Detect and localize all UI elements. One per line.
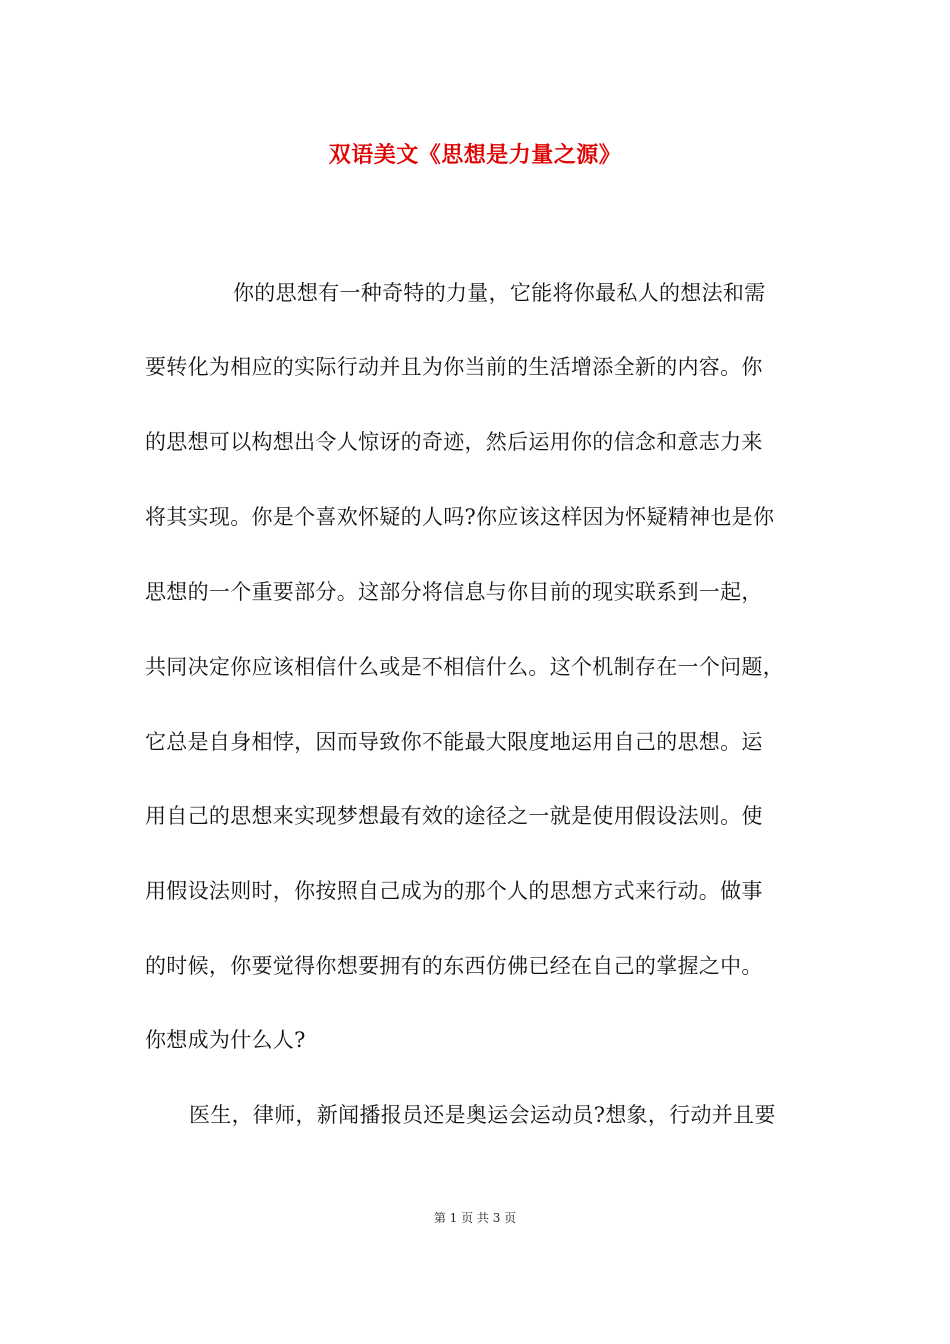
page-number: 第 1 页 共 3 页 — [433, 1211, 517, 1225]
document-title: 双语美文《思想是力量之源》 — [328, 142, 622, 168]
text-line: 你的思想有一种奇特的力量，它能将你最私人的想法和需 — [233, 281, 766, 305]
text-line: 用假设法则时，你按照自己成为的那个人的思想方式来行动。做事 — [145, 879, 763, 903]
text-line: 用自己的思想来实现梦想最有效的途径之一就是使用假设法则。使 — [145, 804, 763, 828]
text-line: 你想成为什么人? — [145, 1028, 306, 1052]
text-line: 医生，律师，新闻播报员还是奥运会运动员?想象，行动并且要 — [189, 1103, 776, 1127]
text-line: 的思想可以构想出令人惊讶的奇迹，然后运用你的信念和意志力来 — [145, 430, 763, 454]
text-line: 将其实现。你是个喜欢怀疑的人吗?你应该这样因为怀疑精神也是你 — [145, 505, 775, 529]
text-line: 的时候，你要觉得你想要拥有的东西仿佛已经在自己的掌握之中。 — [145, 954, 763, 978]
text-line: 要转化为相应的实际行动并且为你当前的生活增添全新的内容。你 — [145, 355, 763, 379]
text-line: 它总是自身相悖，因而导致你不能最大限度地运用自己的思想。运 — [145, 730, 763, 754]
text-line: 共同决定你应该相信什么或是不相信什么。这个机制存在一个问题， — [145, 655, 784, 679]
text-line: 思想的一个重要部分。这部分将信息与你目前的现实联系到一起， — [145, 580, 763, 604]
